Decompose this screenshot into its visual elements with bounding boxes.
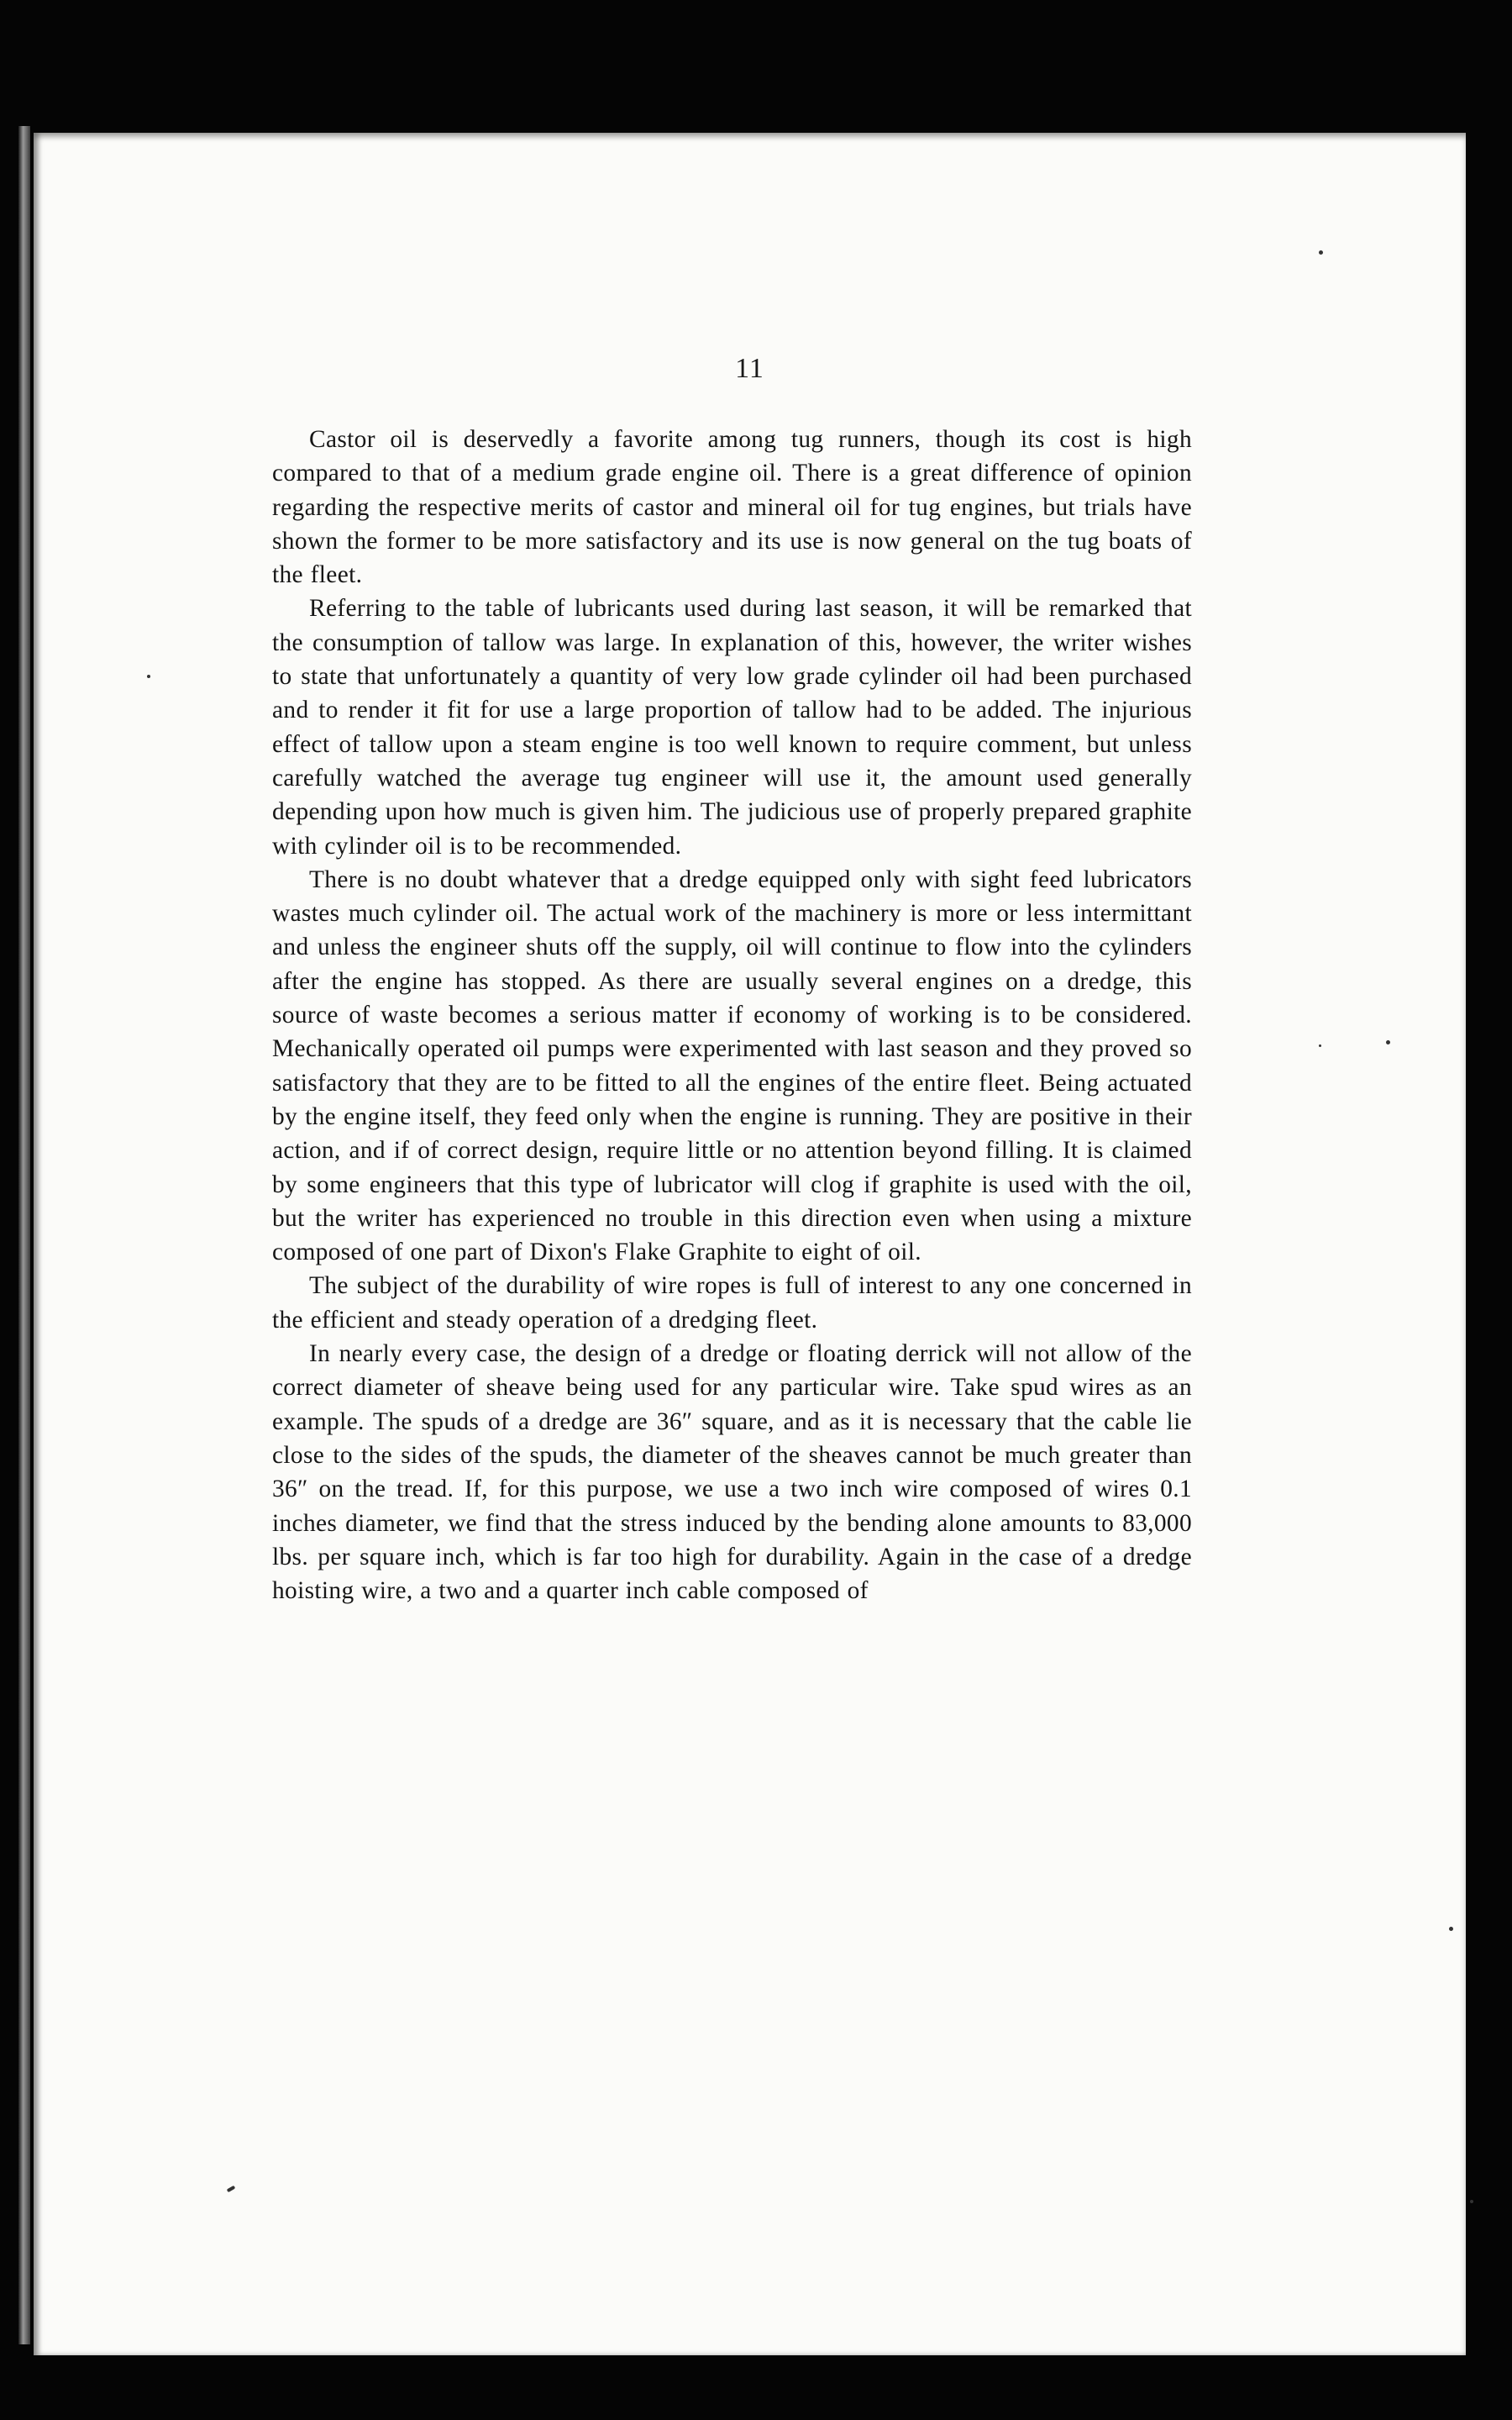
paragraph-wire-ropes: The subject of the durability of wire ropes is full of interest to any one concerned in the efficient and steady operation of a dredging fleet. bbox=[272, 1272, 1192, 1334]
paragraph-sheave-diameter: In nearly every case, the design of a dredge or floating derrick will not allow of the correct diameter of sheave being used for any particular wire. Take spud wires as an example. The spuds of a dredge are 36″ square, and as it is necessary that the cable lie close to the sides of the spuds, the diameter of the sheaves cannot be much greater than 36″ on the tread. If, for this purpose, we use a two inch wire composed of wires 0.1 inches diameter, we find that the stress induced by the bending alone amounts to 83,000 lbs. per square inch, which is far too high for durability. Again in the case of a dredge hoisting wire, a two and a quarter inch cable composed of bbox=[272, 1340, 1192, 1605]
dust-speck bbox=[1386, 1040, 1390, 1044]
dust-speck bbox=[147, 675, 150, 678]
body-text bbox=[272, 423, 1192, 1607]
paragraph-castor-oil: Castor oil is deservedly a favorite among tug runners, though its cost is high compared to that of a medium grade engine oil. There is a great difference of opinion regarding the respective merits of castor and mineral oil for tug engines, but trials have shown the former to be more satisfactory and its use is now general on the tug boats of the fleet. bbox=[272, 426, 1192, 589]
page-edge-shadow bbox=[18, 126, 30, 2344]
dust-speck bbox=[1449, 1927, 1453, 1931]
paragraph-tallow: Referring to the table of lubricants used during last season, it will be remarked that the consumption of tallow was large. In explanation of this, however, the writer wishes to state that unfortunately a quantity of very low grade cylinder oil had been purchased and to render it fit for use a large proportion of tallow had to be added. The injurious effect of tallow upon a steam engine is too well known to require comment, but unless carefully watched the average tug engineer will use it, the amount used generally depending upon how much is given him. The judicious use of properly prepared graphite with cylinder oil is to be recommended. bbox=[272, 595, 1192, 860]
dust-speck bbox=[1470, 2200, 1473, 2203]
dust-speck bbox=[1319, 250, 1323, 255]
document-page bbox=[34, 133, 1466, 2355]
dust-speck bbox=[227, 2186, 236, 2192]
paragraph-lubricators: There is no doubt whatever that a dredge equipped only with sight feed lubricators wastes much cylinder oil. The actual work of the machinery is more or less intermittant and unless the engineer shuts off the supply, oil will continue to flow into the cylinders after the engine has stopped. As there are usually several engines on a dredge, this source of waste becomes a serious matter if economy of working is to be considered. Mechanically operated oil pumps were experimented with last season and they proved so satisfactory that they are to be fitted to all the engines of the entire fleet. Being actuated by the engine itself, they feed only when the engine is running. They are positive in their action, and if of correct design, require little or no attention beyond filling. It is claimed by some engineers that this type of lubricator will clog if graphite is used with the oil, but the writer has experienced no trouble in this direction even when using a mixture composed of one part of Dixon's Flake Graphite to eight of oil. bbox=[272, 865, 1192, 1266]
dust-speck bbox=[1319, 1044, 1321, 1047]
page-number: 11 bbox=[735, 353, 764, 384]
